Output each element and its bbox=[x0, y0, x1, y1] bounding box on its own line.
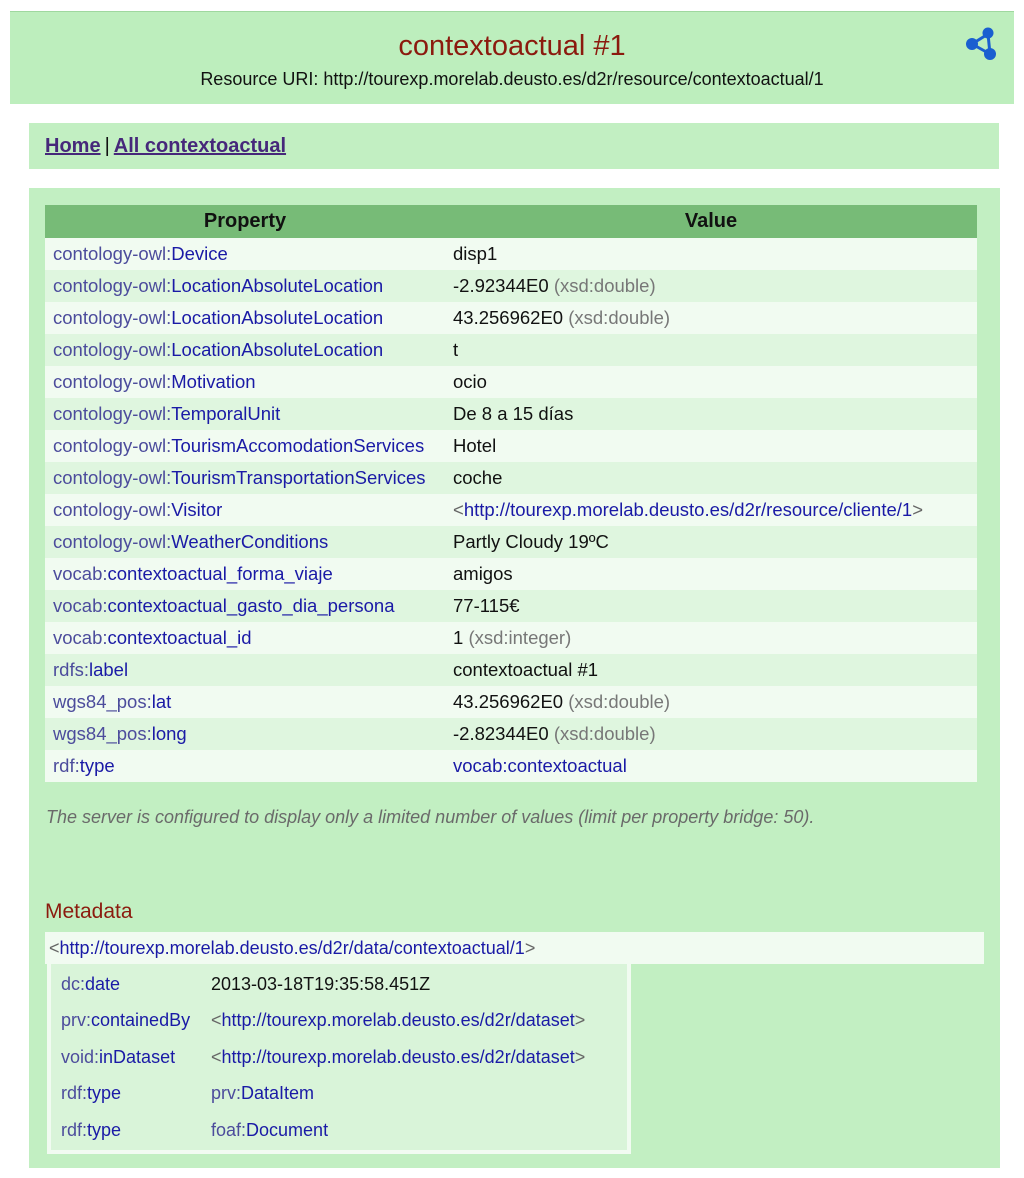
metadata-value-text: 2013-03-18T19:35:58.451Z bbox=[211, 973, 431, 994]
property-prefix-link[interactable]: wgs84_pos: bbox=[53, 723, 152, 744]
value-text: De 8 a 15 días bbox=[453, 403, 574, 424]
table-row bbox=[45, 654, 977, 686]
property-prefix-link[interactable]: contology-owl: bbox=[53, 339, 172, 360]
property-name-link[interactable]: Device bbox=[171, 243, 228, 264]
table-row bbox=[45, 718, 977, 750]
table-row bbox=[45, 686, 977, 718]
all-contextoactual-link[interactable]: All contextoactual bbox=[113, 135, 287, 157]
value-cell bbox=[445, 334, 977, 366]
metadata-value-cell bbox=[201, 1003, 595, 1040]
metadata-prefix-link[interactable]: prv: bbox=[61, 1010, 92, 1031]
table-row bbox=[45, 270, 977, 302]
value-cell bbox=[445, 430, 977, 462]
value-text: -2.82344E0 bbox=[453, 723, 549, 744]
metadata-value-cell bbox=[201, 1112, 595, 1149]
metadata-subject: <http://tourexp.morelab.deusto.es/d2r/data/contextoactual/1> bbox=[45, 932, 984, 964]
table-row bbox=[45, 398, 977, 430]
metadata-value-cell bbox=[201, 966, 595, 1003]
angle-bracket: > bbox=[574, 1010, 586, 1031]
value-cell bbox=[445, 622, 977, 654]
property-name-link[interactable]: contextoactual_id bbox=[107, 627, 252, 648]
value-text: coche bbox=[453, 467, 503, 488]
property-prefix-link[interactable]: vocab: bbox=[53, 563, 108, 584]
property-prefix-link[interactable]: wgs84_pos: bbox=[53, 691, 152, 712]
metadata-prefix-link[interactable]: void: bbox=[61, 1046, 100, 1067]
metadata-property-cell bbox=[51, 1076, 201, 1113]
value-text: ocio bbox=[453, 371, 487, 392]
property-cell bbox=[45, 686, 445, 718]
angle-bracket: < bbox=[211, 1010, 222, 1031]
table-row bbox=[45, 590, 977, 622]
metadata-value-prefix-link[interactable]: prv: bbox=[211, 1083, 242, 1104]
property-name-link[interactable]: long bbox=[151, 723, 187, 744]
property-cell bbox=[45, 590, 445, 622]
metadata-row bbox=[51, 1039, 595, 1076]
metadata-name-link[interactable]: type bbox=[87, 1119, 122, 1140]
page-title: contextoactual #1 bbox=[398, 30, 626, 62]
table-row bbox=[45, 238, 977, 270]
metadata-subject-link[interactable]: http://tourexp.morelab.deusto.es/d2r/data/contextoactual/1 bbox=[59, 938, 525, 958]
metadata-value-cell bbox=[201, 1076, 595, 1113]
property-cell bbox=[45, 558, 445, 590]
value-cell bbox=[445, 654, 977, 686]
metadata-row bbox=[51, 1112, 595, 1149]
metadata-name-link[interactable]: date bbox=[85, 973, 121, 994]
property-prefix-link[interactable]: contology-owl: bbox=[53, 275, 172, 296]
metadata-value-link[interactable]: DataItem bbox=[241, 1083, 315, 1104]
value-cell bbox=[445, 558, 977, 590]
value-link[interactable]: vocab:contextoactual bbox=[453, 755, 627, 776]
datatype-label: (xsd:double) bbox=[568, 691, 671, 712]
value-cell bbox=[445, 750, 977, 782]
property-name-link[interactable]: LocationAbsoluteLocation bbox=[171, 307, 384, 328]
value-cell bbox=[445, 494, 977, 526]
property-prefix-link[interactable]: rdf: bbox=[53, 755, 80, 776]
property-name-link[interactable]: TourismTransportationServices bbox=[171, 467, 426, 488]
table-row bbox=[45, 462, 977, 494]
value-cell bbox=[445, 686, 977, 718]
value-cell bbox=[445, 718, 977, 750]
metadata-value-prefix-link[interactable]: foaf: bbox=[211, 1119, 247, 1140]
property-prefix-link[interactable]: contology-owl: bbox=[53, 499, 172, 520]
page-header bbox=[10, 11, 1014, 104]
value-cell bbox=[445, 238, 977, 270]
limit-note: The server is configured to display only a limited number of values (limit per property bridge: 50). bbox=[46, 807, 815, 827]
angle-bracket: < bbox=[211, 1046, 222, 1067]
metadata-value-link[interactable]: Document bbox=[246, 1119, 329, 1140]
property-prefix-link[interactable]: vocab: bbox=[53, 627, 108, 648]
property-prefix-link[interactable]: contology-owl: bbox=[53, 403, 172, 424]
property-cell bbox=[45, 654, 445, 686]
value-text: 43.256962E0 bbox=[453, 307, 564, 328]
value-text: Partly Cloudy 19ºC bbox=[453, 531, 609, 552]
metadata-box bbox=[47, 964, 631, 1154]
value-text: 43.256962E0 bbox=[453, 691, 564, 712]
value-cell bbox=[445, 366, 977, 398]
property-name-link[interactable]: TourismAccomodationServices bbox=[171, 435, 425, 456]
nav-separator: | bbox=[104, 135, 110, 157]
property-prefix-link[interactable]: contology-owl: bbox=[53, 243, 172, 264]
value-text: t bbox=[453, 339, 459, 360]
table-row bbox=[45, 526, 977, 558]
value-text: disp1 bbox=[453, 243, 498, 264]
value-text: amigos bbox=[453, 563, 513, 584]
property-cell bbox=[45, 494, 445, 526]
datatype-label: (xsd:double) bbox=[553, 723, 656, 744]
share-icon[interactable] bbox=[963, 26, 999, 62]
angle-bracket: > bbox=[912, 499, 923, 520]
angle-bracket: > bbox=[574, 1046, 586, 1067]
metadata-name-link[interactable]: inDataset bbox=[99, 1046, 176, 1067]
property-name-link[interactable]: label bbox=[88, 659, 129, 680]
metadata-row bbox=[51, 1003, 595, 1040]
metadata-heading: Metadata bbox=[45, 900, 133, 923]
property-table bbox=[45, 205, 977, 782]
property-prefix-link[interactable]: vocab: bbox=[53, 595, 108, 616]
table-row bbox=[45, 430, 977, 462]
property-name-link[interactable]: lat bbox=[151, 691, 172, 712]
property-cell bbox=[45, 238, 445, 270]
property-name-link[interactable]: Motivation bbox=[171, 371, 256, 392]
property-prefix-link[interactable]: contology-owl: bbox=[53, 371, 172, 392]
property-column-header: Property bbox=[45, 205, 445, 238]
property-prefix-link[interactable]: contology-owl: bbox=[53, 435, 172, 456]
property-name-link[interactable]: LocationAbsoluteLocation bbox=[171, 275, 384, 296]
property-name-link[interactable]: LocationAbsoluteLocation bbox=[171, 339, 384, 360]
metadata-prefix-link[interactable]: rdf: bbox=[61, 1119, 88, 1140]
datatype-label: (xsd:integer) bbox=[468, 627, 572, 648]
value-cell bbox=[445, 462, 977, 494]
value-cell bbox=[445, 398, 977, 430]
property-prefix-link[interactable]: rdfs: bbox=[53, 659, 89, 680]
table-row bbox=[45, 302, 977, 334]
metadata-property-cell bbox=[51, 1039, 201, 1076]
property-prefix-link[interactable]: contology-owl: bbox=[53, 307, 172, 328]
property-cell bbox=[45, 718, 445, 750]
property-cell bbox=[45, 750, 445, 782]
value-cell bbox=[445, 526, 977, 558]
property-cell bbox=[45, 334, 445, 366]
property-prefix-link[interactable]: contology-owl: bbox=[53, 467, 172, 488]
table-row bbox=[45, 558, 977, 590]
metadata-value-link[interactable]: http://tourexp.morelab.deusto.es/d2r/dataset bbox=[221, 1010, 575, 1031]
metadata-row bbox=[51, 966, 595, 1003]
value-link[interactable]: http://tourexp.morelab.deusto.es/d2r/resource/cliente/1 bbox=[463, 499, 913, 520]
property-name-link[interactable]: Visitor bbox=[171, 499, 223, 520]
property-prefix-link[interactable]: contology-owl: bbox=[53, 531, 172, 552]
datatype-label: (xsd:double) bbox=[568, 307, 671, 328]
metadata-value-cell bbox=[201, 1039, 595, 1076]
main-panel bbox=[29, 188, 1000, 1168]
property-table-header bbox=[45, 205, 977, 238]
breadcrumb-nav bbox=[29, 123, 999, 169]
property-cell bbox=[45, 430, 445, 462]
property-cell bbox=[45, 462, 445, 494]
resource-uri-label: Resource URI: bbox=[200, 69, 319, 89]
value-text: contextoactual #1 bbox=[453, 659, 599, 680]
property-cell bbox=[45, 270, 445, 302]
resource-uri-line bbox=[10, 69, 1014, 90]
metadata-row bbox=[51, 1076, 595, 1113]
property-cell bbox=[45, 366, 445, 398]
property-name-link[interactable]: contextoactual_forma_viaje bbox=[107, 563, 333, 584]
value-text: -2.92344E0 bbox=[453, 275, 549, 296]
metadata-prefix-link[interactable]: dc: bbox=[61, 973, 86, 994]
property-name-link[interactable]: contextoactual_gasto_dia_persona bbox=[107, 595, 395, 616]
table-row bbox=[45, 334, 977, 366]
resource-uri: http://tourexp.morelab.deusto.es/d2r/resource/contextoactual/1 bbox=[323, 69, 824, 89]
value-cell bbox=[445, 590, 977, 622]
property-cell bbox=[45, 398, 445, 430]
property-cell bbox=[45, 622, 445, 654]
value-cell bbox=[445, 270, 977, 302]
metadata-name-link[interactable]: type bbox=[87, 1083, 122, 1104]
metadata-value-link[interactable]: http://tourexp.morelab.deusto.es/d2r/dataset bbox=[221, 1046, 575, 1067]
metadata-property-cell bbox=[51, 966, 201, 1003]
value-cell bbox=[445, 302, 977, 334]
table-row bbox=[45, 366, 977, 398]
value-column-header: Value bbox=[445, 205, 977, 238]
property-cell bbox=[45, 526, 445, 558]
value-text: 77-115€ bbox=[453, 595, 520, 616]
metadata-table bbox=[51, 966, 595, 1149]
table-row bbox=[45, 494, 977, 526]
property-name-link[interactable]: WeatherConditions bbox=[171, 531, 329, 552]
angle-bracket: < bbox=[453, 499, 464, 520]
metadata-prefix-link[interactable]: rdf: bbox=[61, 1083, 88, 1104]
metadata-property-cell bbox=[51, 1112, 201, 1149]
value-text: 1 bbox=[453, 627, 464, 648]
datatype-label: (xsd:double) bbox=[553, 275, 656, 296]
metadata-property-cell bbox=[51, 1003, 201, 1040]
metadata-name-link[interactable]: containedBy bbox=[91, 1010, 191, 1031]
property-name-link[interactable]: TemporalUnit bbox=[171, 403, 281, 424]
value-text: Hotel bbox=[453, 435, 497, 456]
table-row bbox=[45, 622, 977, 654]
home-link[interactable]: Home bbox=[45, 135, 101, 157]
table-row bbox=[45, 750, 977, 782]
property-cell bbox=[45, 302, 445, 334]
property-name-link[interactable]: type bbox=[79, 755, 115, 776]
